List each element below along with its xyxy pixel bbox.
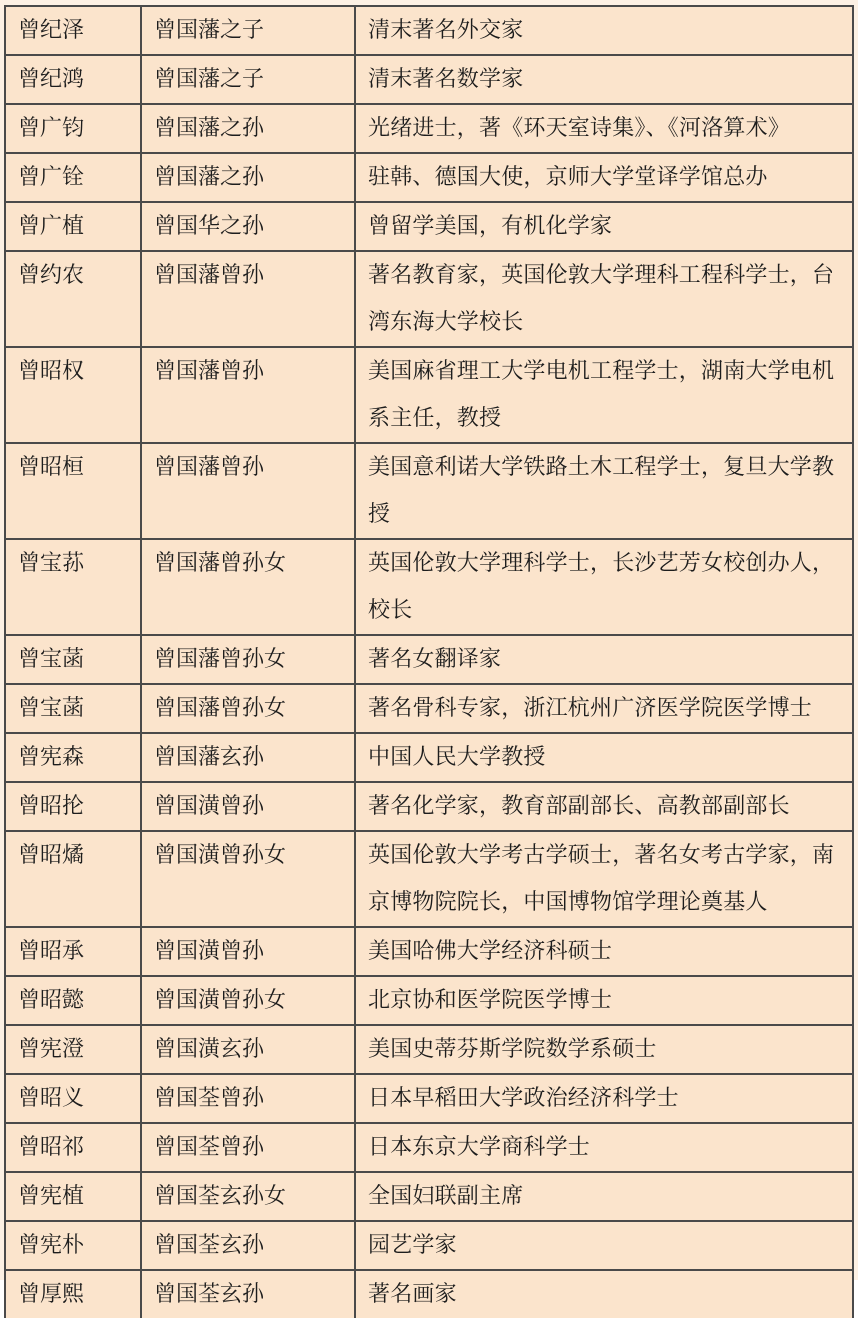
description-cell: 著名画家: [355, 1270, 853, 1318]
description-cell: 全国妇联副主席: [355, 1172, 853, 1221]
description-cell: 著名骨科专家，浙江杭州广济医学院医学博士: [355, 684, 853, 733]
relation-cell: 曾国藩之子: [141, 55, 355, 104]
table-row: [5, 6, 853, 55]
table-row: [5, 153, 853, 202]
description-cell: 清末著名数学家: [355, 55, 853, 104]
table-row: [5, 1074, 853, 1123]
table-row: [5, 684, 853, 733]
name-cell: 曾宝荪: [5, 539, 141, 635]
description-cell: 中国人民大学教授: [355, 733, 853, 782]
description-cell: 英国伦敦大学考古学硕士，著名女考古学家，南京博物院院长，中国博物馆学理论奠基人: [355, 831, 853, 927]
relation-cell: 曾国藩曾孙女: [141, 635, 355, 684]
relation-cell: 曾国潢曾孙女: [141, 976, 355, 1025]
genealogy-table: [4, 5, 854, 1318]
relation-cell: 曾国潢曾孙女: [141, 831, 355, 927]
name-cell: 曾宝菡: [5, 635, 141, 684]
table-row: [5, 443, 853, 539]
relation-cell: 曾国藩玄孙: [141, 733, 355, 782]
description-cell: 著名教育家，英国伦敦大学理科工程科学士，台湾东海大学校长: [355, 251, 853, 347]
table-row: [5, 1025, 853, 1074]
name-cell: 曾纪泽: [5, 6, 141, 55]
description-cell: 美国麻省理工大学电机工程学士，湖南大学电机系主任，教授: [355, 347, 853, 443]
relation-cell: 曾国荃曾孙: [141, 1123, 355, 1172]
table-row: [5, 1270, 853, 1318]
name-cell: 曾纪鸿: [5, 55, 141, 104]
relation-cell: 曾国藩之孙: [141, 153, 355, 202]
table-row: [5, 976, 853, 1025]
description-cell: 日本东京大学商科学士: [355, 1123, 853, 1172]
relation-cell: 曾国藩曾孙: [141, 443, 355, 539]
table-row: [5, 927, 853, 976]
description-cell: 驻韩、德国大使，京师大学堂译学馆总办: [355, 153, 853, 202]
relation-cell: 曾国荃玄孙: [141, 1221, 355, 1270]
name-cell: 曾宪植: [5, 1172, 141, 1221]
description-cell: 美国史蒂芬斯学院数学系硕士: [355, 1025, 853, 1074]
name-cell: 曾昭承: [5, 927, 141, 976]
table-row: [5, 104, 853, 153]
relation-cell: 曾国荃玄孙: [141, 1270, 355, 1318]
name-cell: 曾广植: [5, 202, 141, 251]
table-row: [5, 733, 853, 782]
name-cell: 曾昭懿: [5, 976, 141, 1025]
table-row: [5, 831, 853, 927]
description-cell: 美国哈佛大学经济科硕士: [355, 927, 853, 976]
relation-cell: 曾国潢玄孙: [141, 1025, 355, 1074]
description-cell: 英国伦敦大学理科学士，长沙艺芳女校创办人，校长: [355, 539, 853, 635]
name-cell: 曾昭权: [5, 347, 141, 443]
relation-cell: 曾国藩曾孙女: [141, 684, 355, 733]
name-cell: 曾昭抡: [5, 782, 141, 831]
table-row: [5, 202, 853, 251]
relation-cell: 曾国藩曾孙: [141, 251, 355, 347]
relation-cell: 曾国华之孙: [141, 202, 355, 251]
table-row: [5, 1221, 853, 1270]
table-row: [5, 539, 853, 635]
description-cell: 美国意利诺大学铁路土木工程学士，复旦大学教授: [355, 443, 853, 539]
description-cell: 清末著名外交家: [355, 6, 853, 55]
name-cell: 曾宝菡: [5, 684, 141, 733]
description-cell: 日本早稻田大学政治经济科学士: [355, 1074, 853, 1123]
relation-cell: 曾国荃玄孙女: [141, 1172, 355, 1221]
name-cell: 曾昭桓: [5, 443, 141, 539]
description-cell: 著名女翻译家: [355, 635, 853, 684]
name-cell: 曾广钧: [5, 104, 141, 153]
name-cell: 曾约农: [5, 251, 141, 347]
name-cell: 曾宪森: [5, 733, 141, 782]
relation-cell: 曾国藩之子: [141, 6, 355, 55]
name-cell: 曾宪澄: [5, 1025, 141, 1074]
table-row: [5, 1123, 853, 1172]
relation-cell: 曾国藩曾孙女: [141, 539, 355, 635]
relation-cell: 曾国藩之孙: [141, 104, 355, 153]
relation-cell: 曾国荃曾孙: [141, 1074, 355, 1123]
table-row: [5, 782, 853, 831]
description-cell: 园艺学家: [355, 1221, 853, 1270]
table-row: [5, 251, 853, 347]
description-cell: 光绪进士，著《环天室诗集》、《河洛算术》: [355, 104, 853, 153]
name-cell: 曾昭燏: [5, 831, 141, 927]
table-row: [5, 347, 853, 443]
name-cell: 曾厚熙: [5, 1270, 141, 1318]
name-cell: 曾宪朴: [5, 1221, 141, 1270]
table-row: [5, 635, 853, 684]
relation-cell: 曾国潢曾孙: [141, 927, 355, 976]
relation-cell: 曾国藩曾孙: [141, 347, 355, 443]
relation-cell: 曾国潢曾孙: [141, 782, 355, 831]
table-row: [5, 1172, 853, 1221]
table-row: [5, 55, 853, 104]
description-cell: 著名化学家，教育部副部长、高教部副部长: [355, 782, 853, 831]
description-cell: 北京协和医学院医学博士: [355, 976, 853, 1025]
description-cell: 曾留学美国，有机化学家: [355, 202, 853, 251]
name-cell: 曾昭义: [5, 1074, 141, 1123]
name-cell: 曾昭祁: [5, 1123, 141, 1172]
name-cell: 曾广铨: [5, 153, 141, 202]
